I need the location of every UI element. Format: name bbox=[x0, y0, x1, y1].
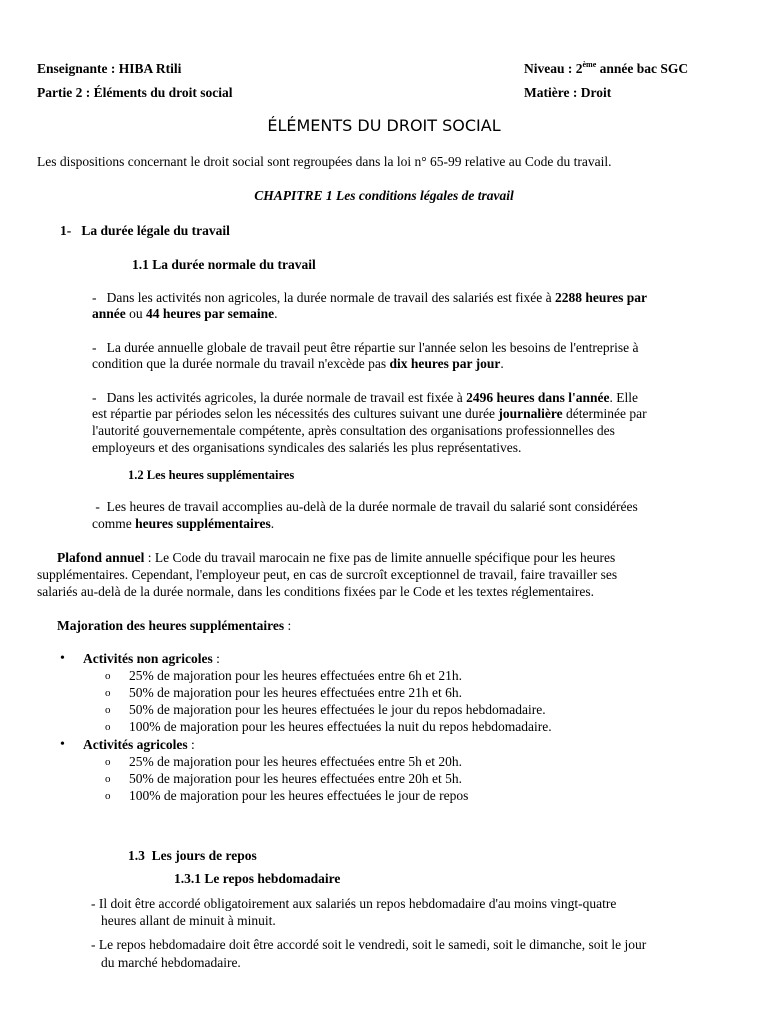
teacher-line bbox=[37, 61, 181, 77]
p2-text-c: . bbox=[500, 356, 504, 371]
paragraph-3-line-2 bbox=[92, 406, 647, 422]
list-item: 25% de majoration pour les heures effectuées entre 5h et 20h. bbox=[129, 754, 463, 769]
p1-bold-week: 44 heures par semaine bbox=[146, 306, 275, 321]
paragraph-2-line-2 bbox=[92, 356, 504, 372]
paragraph-6-line-2: heures allant de minuit à minuit. bbox=[101, 913, 276, 928]
list-item: 25% de majoration pour les heures effectuées entre 6h et 21h. bbox=[129, 668, 463, 683]
paragraph-5-line-1 bbox=[57, 550, 615, 566]
p3-bold-daily: journalière bbox=[498, 406, 563, 421]
p1-bold-year: année bbox=[92, 306, 126, 321]
paragraph-4-line-1: - Les heures de travail accomplies au-delà de la durée normale de travail du salarié sont considérées bbox=[92, 499, 638, 514]
p1-text-c: ou bbox=[125, 306, 146, 321]
part-line: Partie 2 : Éléments du droit social bbox=[37, 85, 233, 100]
p3-text-d: est répartie par périodes selon les nécessités des cultures suivant une durée bbox=[92, 406, 499, 421]
paragraph-3-line-1 bbox=[92, 390, 638, 406]
section-1-3-1-heading: 1.3.1 Le repos hebdomadaire bbox=[174, 871, 341, 886]
bullet-icon: • bbox=[60, 651, 65, 666]
intro-text: Les dispositions concernant le droit social sont regroupées dans la loi n° 65-99 relative au Code du travail. bbox=[37, 154, 612, 169]
paragraph-3-line-3: l'autorité gouvernementale compétente, après consultation des organisations professionnelles des bbox=[92, 423, 615, 438]
p3-text-c: . Elle bbox=[609, 390, 638, 405]
p4-bold-overtime: heures supplémentaires bbox=[135, 516, 271, 531]
paragraph-5-line-2: supplémentaires. Cependant, l'employeur peut, en cas de surcroît exceptionnel de travail, faire travailler ses bbox=[37, 567, 618, 582]
teacher-label: Enseignante : bbox=[37, 61, 116, 76]
majoration-label: Majoration des heures supplémentaires bbox=[57, 618, 285, 633]
list-item: 50% de majoration pour les heures effectuées entre 21h et 6h. bbox=[129, 685, 463, 700]
circle-bullet-icon: o bbox=[105, 756, 111, 768]
annual-cap-label: Plafond annuel bbox=[57, 550, 145, 565]
teacher-name: HIBA Rtili bbox=[118, 61, 182, 76]
p5-text-1: : Le Code du travail marocain ne fixe pas de limite annuelle spécifique pour les heures bbox=[144, 550, 616, 565]
section-1-1-heading: 1.1 La durée normale du travail bbox=[132, 257, 316, 272]
p3-bold-hours: 2496 heures dans l'année bbox=[466, 390, 610, 405]
circle-bullet-icon: o bbox=[105, 704, 111, 716]
paragraph-1-line-1 bbox=[92, 290, 647, 306]
p1-text-a: - Dans les activités non agricoles, la durée normale de travail des salariés est fixée à bbox=[92, 290, 555, 305]
p4-text-a: comme bbox=[92, 516, 136, 531]
paragraph-1-line-2 bbox=[92, 306, 278, 322]
paragraph-5-line-3: salariés au-delà de la durée normale, dans les conditions fixées par le Code et les textes réglementaires. bbox=[37, 584, 595, 599]
group-1-rest: : bbox=[212, 651, 220, 666]
majoration-rest: : bbox=[284, 618, 292, 633]
page-title: ÉLÉMENTS DU DROIT SOCIAL bbox=[267, 116, 501, 135]
level-label: Niveau : 2 bbox=[524, 61, 583, 76]
level-line bbox=[524, 61, 688, 77]
p3-text-a: - Dans les activités agricoles, la durée normale de travail est fixée à bbox=[92, 390, 467, 405]
majoration-heading bbox=[57, 618, 291, 634]
paragraph-7-line-1: - Le repos hebdomadaire doit être accordé soit le vendredi, soit le samedi, soit le dimanche, soit le jour bbox=[91, 937, 647, 952]
circle-bullet-icon: o bbox=[105, 670, 111, 682]
p1-bold-hours: 2288 heures par bbox=[554, 290, 647, 305]
p2-bold-ten-hours: dix heures par jour bbox=[389, 356, 501, 371]
paragraph-6-line-1: - Il doit être accordé obligatoirement aux salariés un repos hebdomadaire d'au moins vingt-quatre bbox=[91, 896, 617, 911]
group-2-rest: : bbox=[187, 737, 195, 752]
paragraph-4-line-2 bbox=[92, 516, 274, 532]
paragraph-3-line-4: employeurs et des organisations syndicales des salariés les plus représentatives. bbox=[92, 440, 522, 455]
p4-text-c: . bbox=[270, 516, 275, 531]
list-item: 50% de majoration pour les heures effectuées le jour du repos hebdomadaire. bbox=[129, 702, 546, 717]
circle-bullet-icon: o bbox=[105, 687, 111, 699]
section-1-2-heading: 1.2 Les heures supplémentaires bbox=[128, 468, 295, 482]
group-2-label: Activités agricoles bbox=[83, 737, 188, 752]
group-non-agricultural bbox=[83, 651, 220, 667]
subject-line: Matière : Droit bbox=[524, 85, 612, 100]
level-rest: année bac SGC bbox=[599, 61, 689, 76]
section-1-heading: 1- La durée légale du travail bbox=[60, 223, 230, 238]
section-1-3-heading: 1.3 Les jours de repos bbox=[128, 848, 257, 863]
level-sup: ème bbox=[582, 59, 597, 69]
group-agricultural bbox=[83, 737, 195, 753]
paragraph-2-line-1: - La durée annuelle globale de travail peut être répartie sur l'année selon les besoins de l'entreprise à bbox=[92, 340, 639, 355]
p3-text-e: déterminée par bbox=[562, 406, 647, 421]
paragraph-7-line-2: du marché hebdomadaire. bbox=[101, 955, 241, 970]
circle-bullet-icon: o bbox=[105, 721, 111, 733]
circle-bullet-icon: o bbox=[105, 773, 111, 785]
group-1-label: Activités non agricoles bbox=[83, 651, 213, 666]
list-item: 100% de majoration pour les heures effectuées la nuit du repos hebdomadaire. bbox=[129, 719, 552, 734]
chapter-heading: CHAPITRE 1 Les conditions légales de travail bbox=[254, 188, 514, 203]
circle-bullet-icon: o bbox=[105, 790, 111, 802]
list-item: 100% de majoration pour les heures effectuées le jour de repos bbox=[129, 788, 469, 803]
bullet-icon: • bbox=[60, 737, 65, 752]
p1-text-e: . bbox=[274, 306, 278, 321]
list-item: 50% de majoration pour les heures effectuées entre 20h et 5h. bbox=[129, 771, 463, 786]
p2-text-a: condition que la durée normale du travail n'excède pas bbox=[92, 356, 390, 371]
